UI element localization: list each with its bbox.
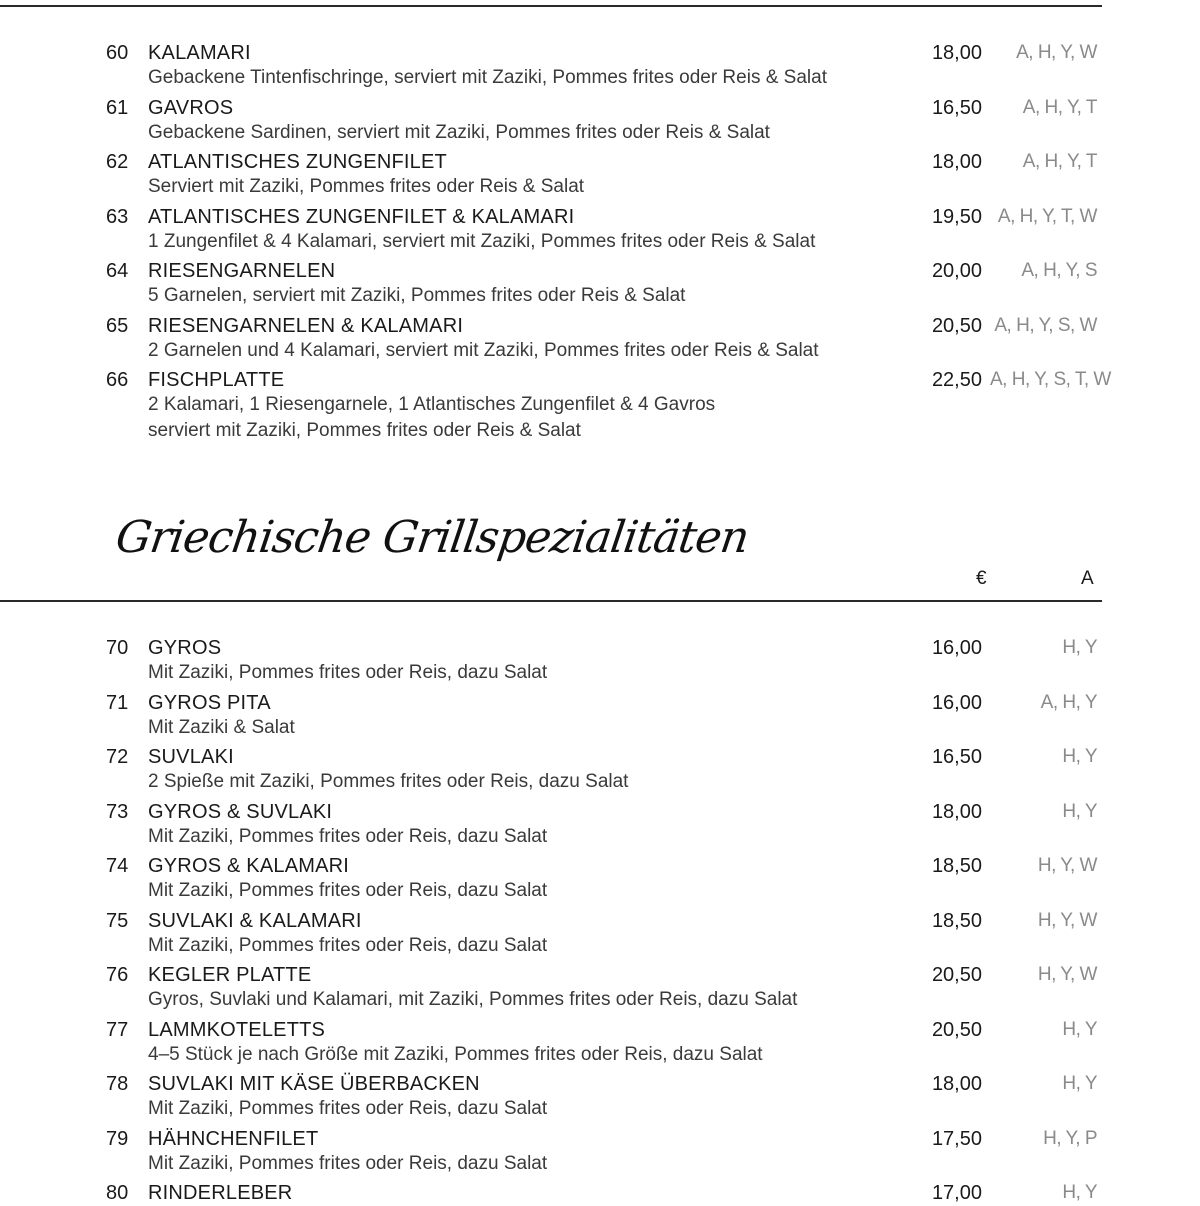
price-column-header: € [976, 568, 987, 589]
top-divider [0, 5, 1102, 7]
item-description: 2 Spieße mit Zaziki, Pommes frites oder Reis, dazu Salat [148, 771, 629, 792]
item-number: 72 [106, 746, 129, 768]
item-number: 65 [106, 314, 129, 337]
item-title: ATLANTISCHES ZUNGENFILET [148, 151, 447, 173]
item-price: 16,50 [931, 96, 982, 119]
item-allergens: A, H, Y, S, T, W [990, 369, 1111, 390]
item-title: GYROS & SUVLAKI [148, 800, 333, 823]
item-title: LAMMKOTELETTS [148, 1018, 326, 1041]
item-description: Mit Zaziki, Pommes frites oder Reis, dazu Salat [148, 662, 548, 683]
item-title: KALAMARI [148, 42, 251, 64]
item-description: serviert mit Zaziki, Pommes frites oder Reis & Salat [148, 420, 581, 441]
item-allergens: H, Y, W [1037, 909, 1097, 931]
item-description: Serviert mit Zaziki, Pommes frites oder Reis & Salat [148, 176, 585, 197]
item-title: SUVLAKI & KALAMARI [148, 909, 362, 932]
item-allergens: A, H, Y, S, W [994, 314, 1097, 336]
item-price: 16,00 [931, 637, 982, 659]
section-divider [0, 600, 1102, 602]
item-allergens: A, H, Y, S [1021, 260, 1097, 281]
item-allergens: H, Y [1062, 1073, 1097, 1094]
item-allergens: H, Y, P [1043, 1127, 1097, 1149]
item-description: Gyros, Suvlaki und Kalamari, mit Zaziki, Pommes frites oder Reis, dazu Salat [148, 989, 798, 1010]
item-number: 70 [106, 637, 129, 659]
item-price: 16,00 [931, 691, 982, 714]
item-price: 18,00 [931, 151, 982, 173]
item-title: FISCHPLATTE [148, 369, 285, 391]
item-price: 18,00 [931, 1073, 982, 1095]
item-description: Mit Zaziki, Pommes frites oder Reis, dazu Salat [148, 880, 548, 901]
item-description: 5 Garnelen, serviert mit Zaziki, Pommes frites oder Reis & Salat [148, 285, 686, 306]
allergens-column-header: A [1081, 568, 1094, 589]
item-title: GYROS PITA [148, 691, 271, 714]
item-number: 62 [106, 151, 129, 173]
item-price: 20,50 [931, 314, 982, 337]
item-allergens: A, H, Y, T [1022, 96, 1097, 118]
item-price: 18,50 [931, 909, 982, 932]
item-price: 22,50 [931, 369, 982, 391]
item-description: Mit Zaziki, Pommes frites oder Reis, dazu Salat [148, 1152, 548, 1174]
item-title: RIESENGARNELEN & KALAMARI [148, 314, 464, 337]
item-allergens: A, H, Y [1040, 691, 1097, 713]
item-title: GYROS [148, 637, 222, 659]
item-description: Gebackene Tintenfischringe, serviert mit Zaziki, Pommes frites oder Reis & Salat [148, 67, 827, 88]
item-allergens: H, Y, W [1037, 855, 1097, 876]
item-allergens: A, H, Y, T, W [997, 205, 1097, 227]
item-price: 20,50 [931, 964, 982, 986]
item-description: Mit Zaziki, Pommes frites oder Reis, dazu Salat [148, 934, 548, 956]
item-title: ATLANTISCHES ZUNGENFILET & KALAMARI [148, 205, 575, 228]
item-price: 18,00 [931, 42, 982, 64]
item-number: 77 [106, 1018, 129, 1041]
item-price: 18,00 [931, 800, 982, 823]
item-number: 79 [106, 1127, 129, 1150]
item-number: 80 [106, 1182, 129, 1204]
item-price: 18,50 [931, 855, 982, 877]
item-title: RINDERLEBER [148, 1182, 293, 1204]
item-description: 2 Kalamari, 1 Riesengarnele, 1 Atlantisches Zungenfilet & 4 Gavros [148, 394, 716, 415]
item-description: 2 Garnelen und 4 Kalamari, serviert mit Zaziki, Pommes frites oder Reis & Salat [148, 339, 819, 361]
item-title: SUVLAKI MIT KÄSE ÜBERBACKEN [148, 1073, 480, 1095]
item-number: 71 [106, 691, 129, 714]
item-description: Mit Zaziki & Salat [148, 716, 295, 738]
item-number: 74 [106, 855, 129, 877]
item-number: 64 [106, 260, 129, 282]
item-price: 17,00 [931, 1182, 982, 1204]
item-number: 76 [106, 964, 129, 986]
item-title: HÄHNCHENFILET [148, 1127, 319, 1150]
item-number: 73 [106, 800, 129, 823]
item-price: 20,50 [931, 1018, 982, 1041]
item-allergens: H, Y [1062, 1018, 1097, 1040]
item-price: 17,50 [931, 1127, 982, 1150]
item-allergens: H, Y, W [1037, 964, 1097, 985]
item-price: 20,00 [931, 260, 982, 282]
item-description: 4–5 Stück je nach Größe mit Zaziki, Pommes frites oder Reis, dazu Salat [148, 1043, 763, 1065]
item-description: Gebackene Sardinen, serviert mit Zaziki, Pommes frites oder Reis & Salat [148, 121, 770, 143]
section-title: Griechische Grillspezialitäten [112, 512, 752, 563]
item-number: 75 [106, 909, 129, 932]
item-allergens: A, H, Y, T [1022, 151, 1097, 172]
item-number: 60 [106, 42, 129, 64]
item-allergens: A, H, Y, W [1016, 42, 1097, 63]
item-description: Mit Zaziki, Pommes frites oder Reis, dazu Salat [148, 1098, 548, 1119]
item-allergens: H, Y [1062, 800, 1097, 822]
item-price: 16,50 [931, 746, 982, 768]
item-number: 66 [106, 369, 129, 391]
item-number: 78 [106, 1073, 129, 1095]
item-title: SUVLAKI [148, 746, 234, 768]
item-allergens: H, Y [1062, 1182, 1097, 1203]
item-title: RIESENGARNELEN [148, 260, 336, 282]
item-allergens: H, Y [1062, 746, 1097, 767]
item-title: GAVROS [148, 96, 234, 119]
item-title: KEGLER PLATTE [148, 964, 312, 986]
item-description: 1 Zungenfilet & 4 Kalamari, serviert mit Zaziki, Pommes frites oder Reis & Salat [148, 230, 816, 252]
item-number: 61 [106, 96, 129, 119]
item-description: Mit Zaziki, Pommes frites oder Reis, dazu Salat [148, 825, 548, 847]
item-title: GYROS & KALAMARI [148, 855, 350, 877]
item-number: 63 [106, 205, 129, 228]
item-allergens: H, Y [1062, 637, 1097, 658]
item-price: 19,50 [931, 205, 982, 228]
